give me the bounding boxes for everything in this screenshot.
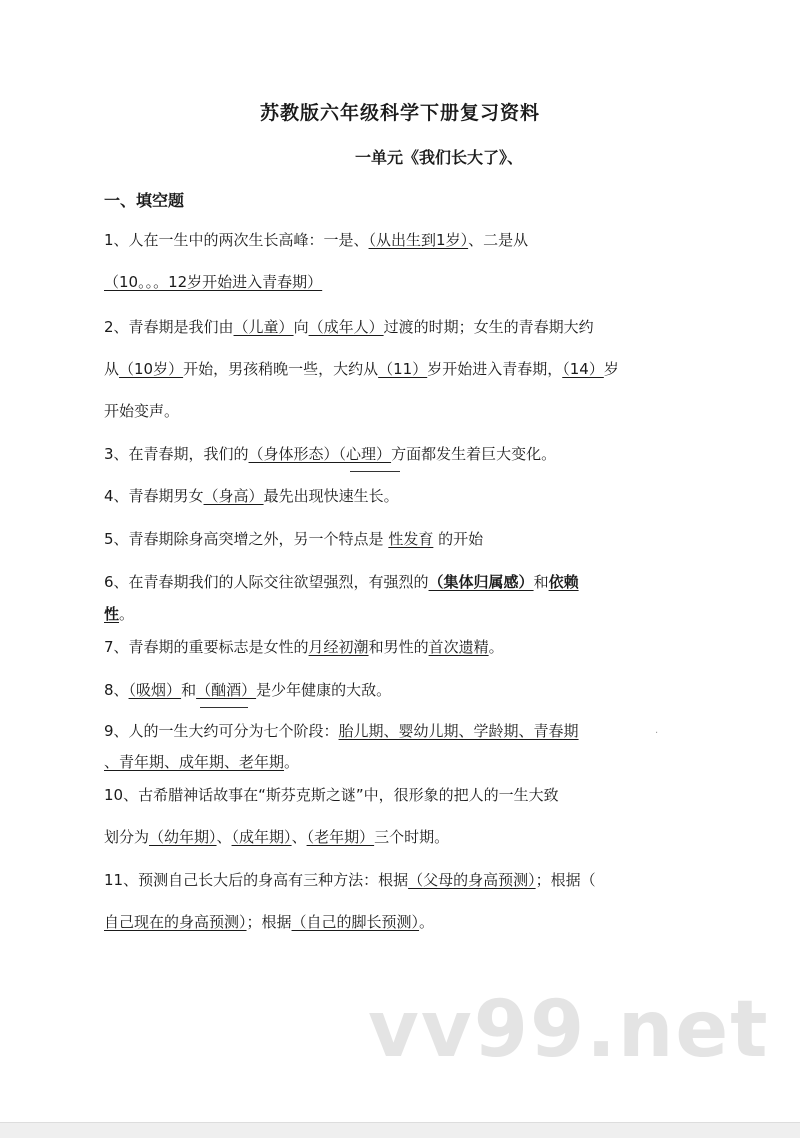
answer: （吸烟） [128,681,182,699]
text: 开始变声。 [104,402,180,420]
text: 9、人的一生大约可分为七个阶段： [104,722,339,740]
text: 从 [104,360,120,378]
section-heading: 一、填空题 [104,191,185,210]
answer: （酗酒） [196,681,257,699]
text: 是少年健康的大敌。 [256,681,392,699]
text: 。 [488,638,504,656]
answer: 自己现在的身高预测） [104,913,247,931]
answer: （儿童） [233,318,294,336]
stray-mark: · [655,728,659,739]
answer: 依赖 [548,573,579,591]
answer: （老年期） [306,828,375,846]
unit-heading: 一单元《我们长大了》、 [355,148,524,167]
question-2-line-2 [104,358,619,379]
text: 。 [119,605,135,623]
text: 向 [293,318,309,336]
text: 三个时期。 [374,828,450,846]
text: 5、青春期除身高突增之外，另一个特点是 [104,530,389,548]
text: 3、在青春期，我们的 [104,445,249,463]
question-2-line-3 [104,400,179,421]
page-bottom-edge [0,1122,800,1138]
answer: （成年期） [231,828,292,846]
question-9-line-1 [104,720,579,741]
text: 岁 [603,360,619,378]
answer: 、青年期、成年期、老年期 [104,753,285,771]
answer: （集体归属感） [428,573,534,591]
text: 、二是从 [468,231,529,249]
text: 过渡的时期；女生的青春期大约 [383,318,594,336]
answer: 性发育 [388,530,434,548]
text: 4、青春期男女 [104,487,204,505]
answer: （14） [562,360,604,378]
question-6-line-2 [104,603,134,624]
text: 7、青春期的重要标志是女性的 [104,638,309,656]
text: 岁开始进入青春期， [427,360,563,378]
answer: （从出生到1岁） [368,231,469,249]
answer: （幼年期） [149,828,217,846]
answer: 性 [104,605,120,623]
answer: （成年人） [308,318,384,336]
answer: （身体形态）（心理） [248,445,392,463]
text: ；根据（ [535,871,596,889]
text: 8、 [104,681,129,699]
text: 划分为 [104,828,150,846]
text: 的开始 [433,530,484,548]
answer: 胎儿期、婴幼儿期、学龄期、青春期 [338,722,579,740]
question-5 [104,528,483,549]
answer: （父母的身高预测） [408,871,536,889]
text: 11、预测自己长大后的身高有三种方法：根据 [104,871,409,889]
text: 和 [181,681,197,699]
answer: （10。。。12岁开始进入青春期） [104,273,323,291]
question-10-line-1 [104,784,559,805]
text: 最先出现快速生长。 [263,487,399,505]
answer: （自己的脚长预测） [291,913,420,931]
answer: （11） [378,360,428,378]
answer: 月经初潮 [308,638,369,656]
question-7 [104,636,504,657]
text: 1、人在一生中的两次生长高峰：一是、 [104,231,369,249]
question-9-line-2 [104,751,299,772]
question-4 [104,485,399,506]
text: 和 [533,573,549,591]
text: 开始，男孩稍晚一些，大约从 [183,360,379,378]
question-3 [104,443,556,464]
text: 、 [216,828,232,846]
document-title: 苏教版六年级科学下册复习资料 [259,102,540,124]
text: 。 [419,913,435,931]
watermark: vv99.net [368,985,770,1075]
answer: 首次遗精 [428,638,489,656]
question-2-line-1 [104,316,594,337]
question-8 [104,679,391,700]
question-11-line-1 [104,869,596,890]
question-1-line-1 [104,229,528,250]
answer: （10岁） [119,360,184,378]
text: ；根据 [246,913,292,931]
text: 2、青春期是我们由 [104,318,234,336]
question-6-line-1 [104,571,579,592]
question-11-line-2 [104,911,434,932]
divider-line [350,471,400,472]
question-10-line-2 [104,826,449,847]
text: 方面都发生着巨大变化。 [391,445,557,463]
text: 6、在青春期我们的人际交往欲望强烈，有强烈的 [104,573,429,591]
question-1-line-2 [104,271,322,292]
text: 、 [291,828,307,846]
text: 和男性的 [368,638,429,656]
answer: （身高） [203,487,264,505]
text: 10、古希腊神话故事在“斯芬克斯之谜”中，很形象的把人的一生大致 [104,786,559,804]
text: 。 [284,753,300,771]
divider-line [200,707,248,708]
